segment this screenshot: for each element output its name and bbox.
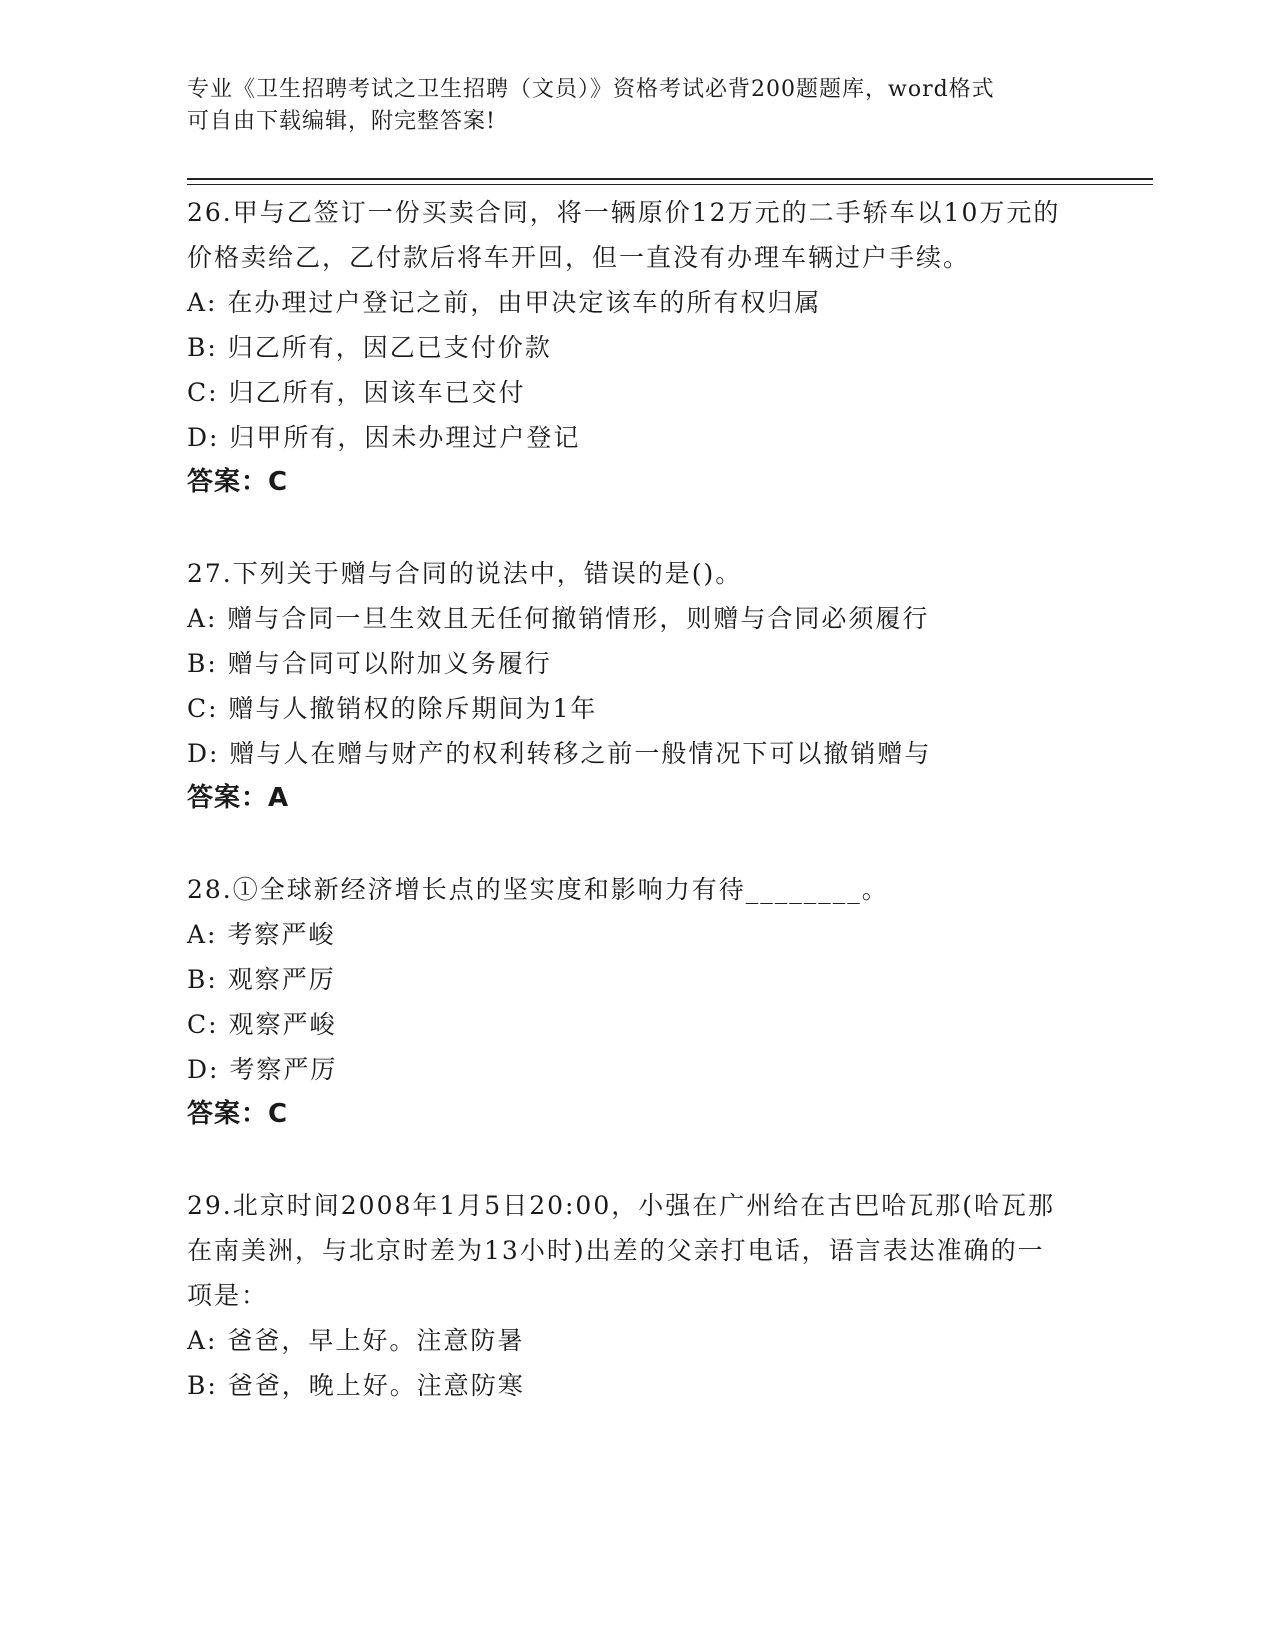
question-text: 26.甲与乙签订一份买卖合同，将一辆原价12万元的二手轿车以10万元的价格卖给乙，乙付款后将车开回，但一直没有办理车辆过户手续。	[187, 198, 1061, 272]
header-divider-thick	[187, 178, 1153, 180]
option-b: B: 观察严厉	[187, 965, 336, 994]
question-text: 29.北京时间2008年1月5日20:00，小强在广州给在古巴哈瓦那(哈瓦那在南美洲，与北京时差为13小时)出差的父亲打电话，语言表达准确的一项是：	[187, 1191, 1055, 1310]
answer-label: 答案：A	[187, 783, 290, 813]
option-a: A: 赠与合同一旦生效且无任何撤销情形，则赠与合同必须履行	[187, 604, 930, 633]
option-c: C: 归乙所有，因该车已交付	[187, 378, 526, 407]
option-d: D: 考察严厉	[187, 1055, 338, 1084]
option-a: A: 爸爸，早上好。注意防暑	[187, 1326, 525, 1355]
option-c: C: 观察严峻	[187, 1010, 337, 1039]
question-26	[187, 190, 1067, 505]
option-b: B: 归乙所有，因乙已支付价款	[187, 333, 552, 362]
option-a: A: 在办理过户登记之前，由甲决定该车的所有权归属	[187, 288, 822, 317]
option-d: D: 赠与人在赠与财产的权利转移之前一般情况下可以撤销赠与	[187, 739, 932, 768]
question-29	[187, 1183, 1067, 1408]
option-b: B: 赠与合同可以附加义务履行	[187, 649, 552, 678]
question-text: 27.下列关于赠与合同的说法中，错误的是()。	[187, 559, 743, 588]
answer-label: 答案：C	[187, 467, 289, 497]
option-d: D: 归甲所有，因未办理过户登记	[187, 423, 581, 452]
answer-label: 答案：C	[187, 1099, 289, 1129]
question-list	[187, 190, 1067, 1454]
header-divider-thin	[187, 184, 1153, 185]
option-a: A: 考察严峻	[187, 920, 336, 949]
question-text: 28.①全球新经济增长点的坚实度和影响力有待________。	[187, 875, 889, 904]
header-line-2: 可自由下载编辑，附完整答案!	[187, 109, 496, 134]
question-27	[187, 551, 1067, 821]
option-b: B: 爸爸，晚上好。注意防寒	[187, 1371, 525, 1400]
question-28	[187, 867, 1067, 1137]
header-line-1: 专业《卫生招聘考试之卫生招聘（文员）》资格考试必背200题题库，word格式	[187, 77, 995, 102]
option-c: C: 赠与人撤销权的除斥期间为1年	[187, 694, 598, 723]
document-header	[187, 74, 1067, 138]
